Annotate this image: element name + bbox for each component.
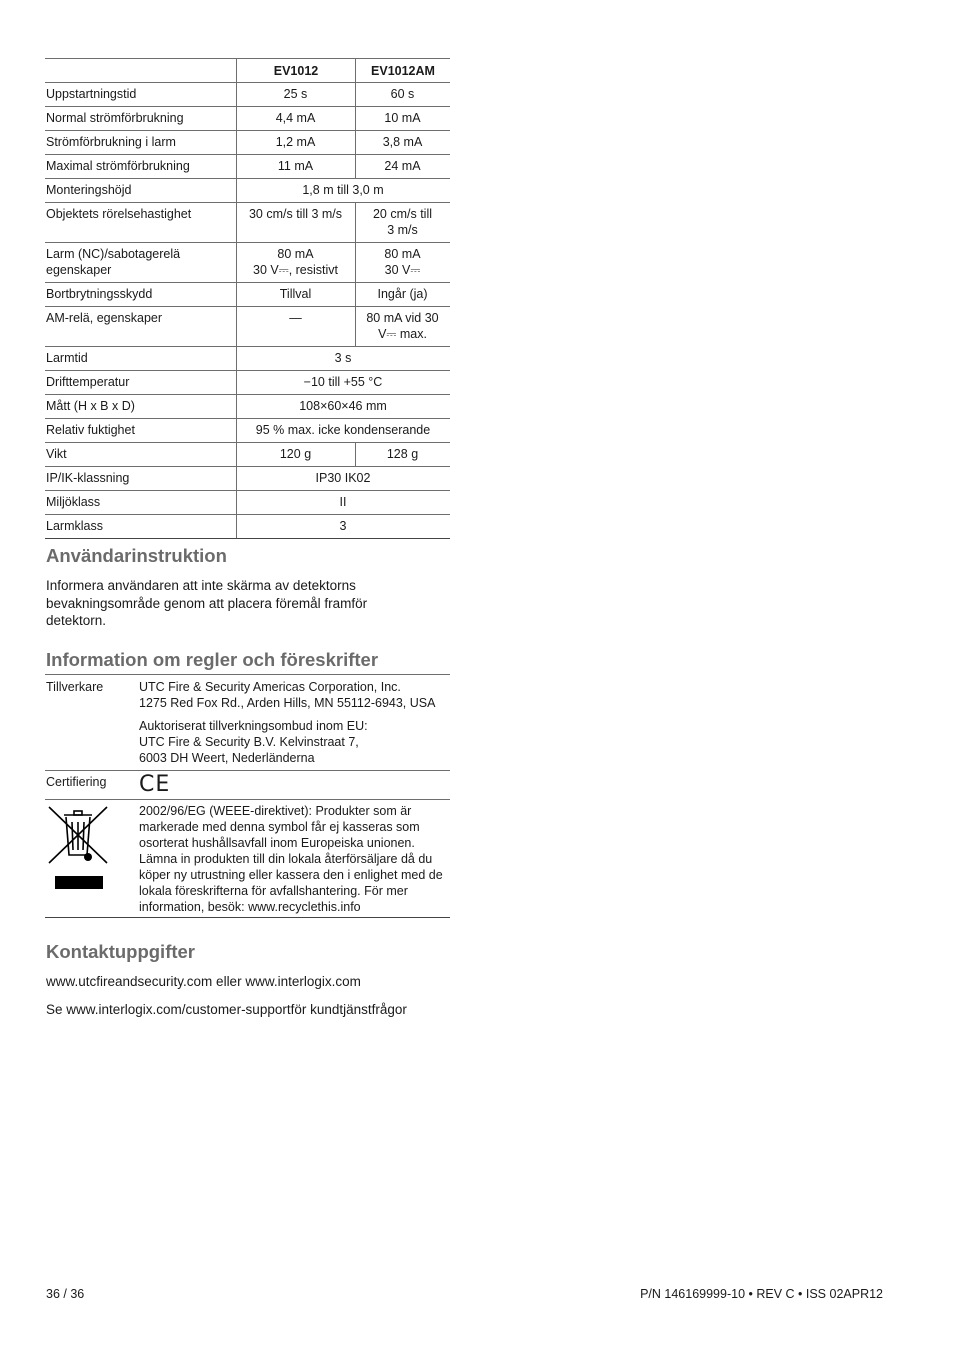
table-row [45,203,450,243]
table-row [45,371,450,395]
row-value-ev1012: 1,2 mA [237,131,356,155]
row-label: Monteringshöjd [45,179,237,203]
table-row [45,155,450,179]
row-value-ev1012am: 3,8 mA [356,131,451,155]
table-row [45,347,450,371]
row-value-ev1012am: 80 mA vid 30 V⎓ max. [356,307,451,347]
page-number: 36 / 36 [46,1287,85,1301]
row-value-ev1012: 25 s [237,83,356,107]
row-label: Larmtid [45,347,237,371]
contact-line-2: Se www.interlogix.com/customer-supportför kundtjänstfrågor [46,1002,407,1017]
part-number: P/N 146169999-10 • REV C • ISS 02APR12 [640,1287,883,1301]
row-value-ev1012: 4,4 mA [237,107,356,131]
row-label: Miljöklass [45,491,237,515]
row-label: Drifttemperatur [45,371,237,395]
table-row [45,83,450,107]
row-value-shared: 95 % max. icke kondenserande [237,419,451,443]
row-value-shared: 1,8 m till 3,0 m [237,179,451,203]
row-label: Relativ fuktighet [45,419,237,443]
user-instructions-heading: Användarinstruktion [46,545,227,566]
contact-line-1: www.utcfireandsecurity.com eller www.interlogix.com [46,974,361,989]
row-value-shared: 3 s [237,347,451,371]
row-label: AM-relä, egenskaper [45,307,237,347]
row-label: Bortbrytningsskydd [45,283,237,307]
row-value-ev1012: 30 cm/s till 3 m/s [237,203,356,243]
row-label: Larmklass [45,515,237,539]
spec-table [45,58,450,539]
row-label: Maximal strömförbrukning [45,155,237,179]
header-empty [45,59,237,83]
row-value-shared: −10 till +55 °C [237,371,451,395]
row-value-ev1012am: 60 s [356,83,451,107]
certification-label: Certifiering [46,775,107,789]
row-value-ev1012: 80 mA 30 V⎓, resistivt [237,243,356,283]
row-label: Strömförbrukning i larm [45,131,237,155]
representative-text: Auktoriserat tillverkningsombud inom EU: UTC Fire & Security B.V. Kelvinstraat 7, 6003 DH Weert, Nederländerna [139,719,368,765]
table-row [45,467,450,491]
row-label: Objektets rörelsehastighet [45,203,237,243]
row-value-ev1012: 120 g [237,443,356,467]
table-row [45,419,450,443]
row-value-ev1012am: 10 mA [356,107,451,131]
manufacturer-label: Tillverkare [46,680,104,694]
table-row [45,491,450,515]
table-row [45,307,450,347]
header-ev1012: EV1012 [237,59,356,83]
contact-heading: Kontaktuppgifter [46,941,196,962]
row-value-ev1012: Tillval [237,283,356,307]
row-value-ev1012am: 80 mA 30 V⎓ [356,243,451,283]
table-row [45,131,450,155]
row-value-shared: 3 [237,515,451,539]
row-value-shared: IP30 IK02 [237,467,451,491]
row-value-ev1012am: 20 cm/s till 3 m/s [356,203,451,243]
row-label: Uppstartningstid [45,83,237,107]
row-value-shared: II [237,491,451,515]
manufacturer-row [45,675,450,771]
weee-text: 2002/96/EG (WEEE-direktivet): Produkter som är markerade med denna symbol får ej kasseras som osorterat hushållsavfall inom Europeiska unionen. Lämna in produkten till din lokala återförsäljare då du köper ny utrustning eller kassera den i enlighet med de lokala föreskrifterna för avfallshantering. För mer information, besök: www.recyclethis.info [139,804,443,914]
row-value-ev1012am: 24 mA [356,155,451,179]
row-label: Larm (NC)/sabotagerelä egenskaper [45,243,237,283]
row-value-ev1012am: Ingår (ja) [356,283,451,307]
user-instructions-body: Informera användaren att inte skärma av detektorns bevakningsområde genom att placera föremål framför detektorn. [46,578,368,628]
table-row [45,243,450,283]
row-value-shared: 108×60×46 mm [237,395,451,419]
spec-table-header [45,59,450,83]
table-row [45,395,450,419]
row-value-ev1012: — [237,307,356,347]
table-row [45,179,450,203]
table-row [45,443,450,467]
row-value-ev1012: 11 mA [237,155,356,179]
weee-crossed-bin-icon [46,805,110,891]
table-row [45,515,450,539]
weee-row [45,800,450,917]
row-label: Vikt [45,443,237,467]
row-label: IP/IK-klassning [45,467,237,491]
ce-mark: CE [139,772,171,797]
header-ev1012am: EV1012AM [356,59,451,83]
table-row [45,107,450,131]
certification-row [45,771,450,800]
regulatory-heading: Information om regler och föreskrifter [46,649,379,670]
manufacturer-text: UTC Fire & Security Americas Corporation, Inc. 1275 Red Fox Rd., Arden Hills, MN 55112-6943, USA [139,680,436,710]
row-label: Normal strömförbrukning [45,107,237,131]
row-label: Mått (H x B x D) [45,395,237,419]
regulatory-table [45,674,450,918]
table-row [45,283,450,307]
row-value-ev1012am: 128 g [356,443,451,467]
